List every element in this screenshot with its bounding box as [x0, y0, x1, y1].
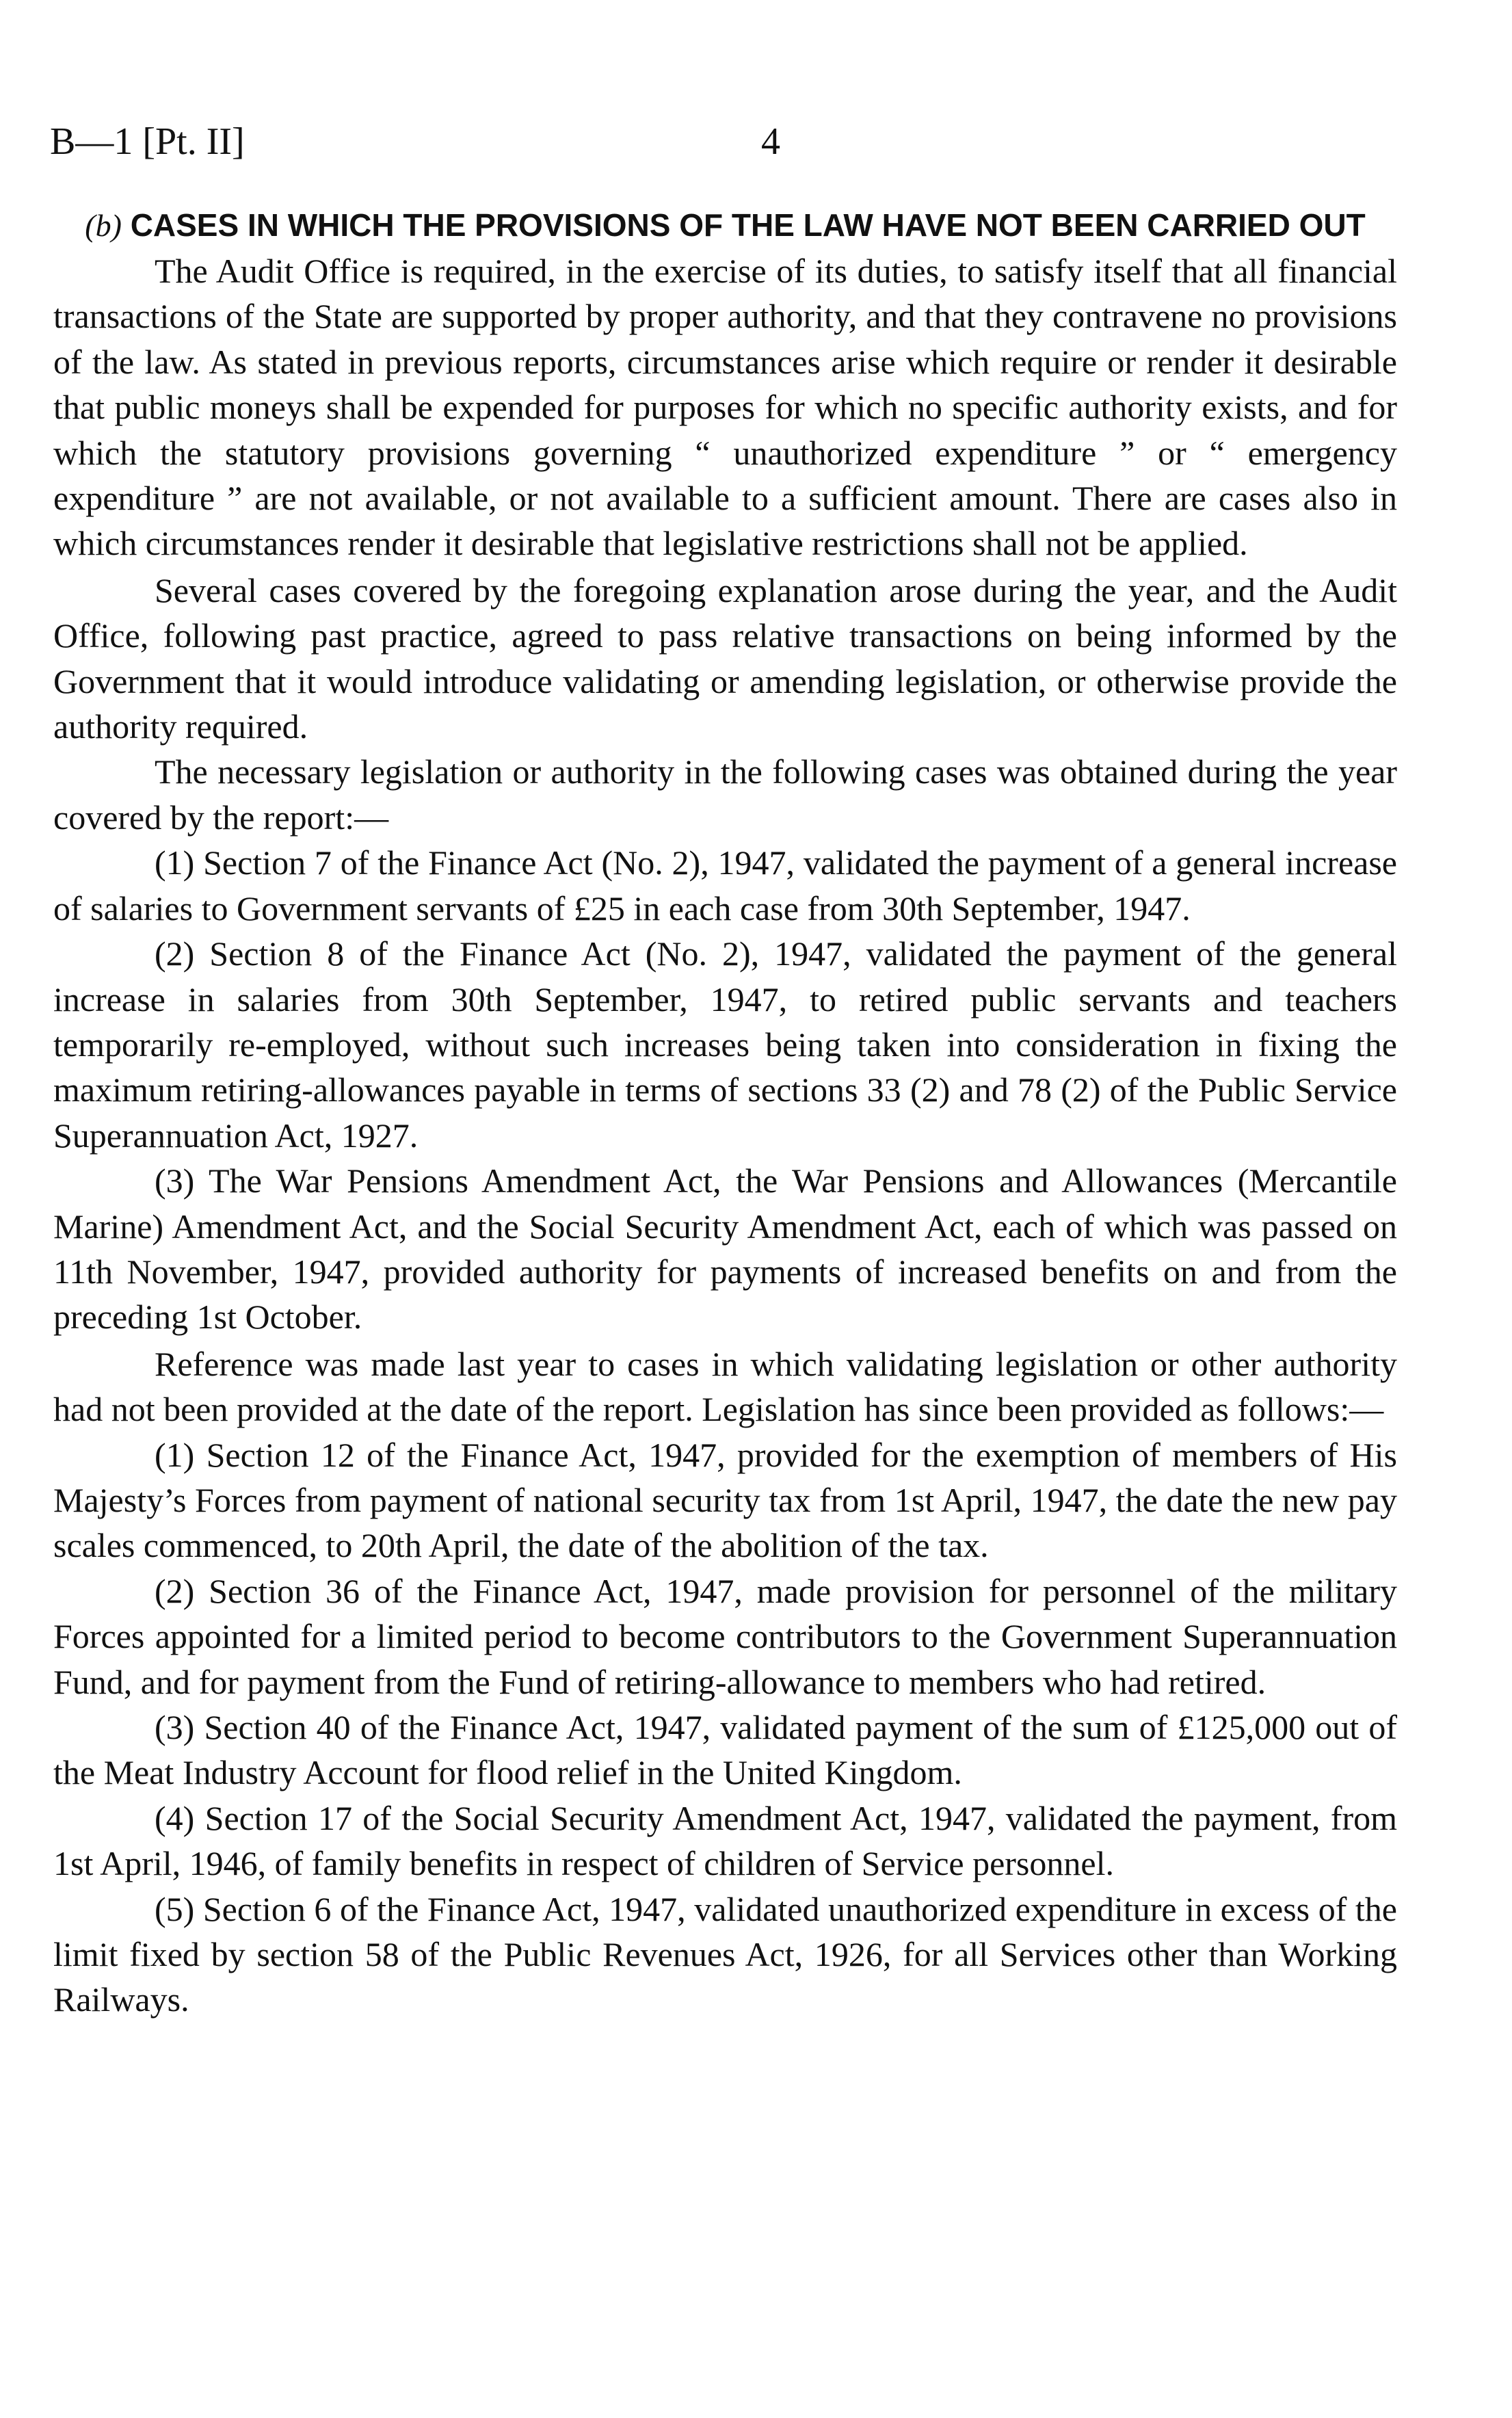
paragraph-cases-during-year: Several cases covered by the foregoing explanation arose during the year, and the Audit Office, following past practice, agreed to pass relative transactions on being informed by the Government that it would introduce validating or amending legislation, or otherwise provide the authority required.	[53, 570, 1397, 746]
list-item-since-provided-1: (1) Section 12 of the Finance Act, 1947, provided for the exemption of members of His Majesty’s Forces from payment of national security tax from 1st April, 1947, the date the new pay scales commenced, to 20th April, the date of the abolition of the tax.	[53, 1435, 1397, 1565]
list-item-obtained-1: (1) Section 7 of the Finance Act (No. 2), 1947, validated the payment of a general increase of salaries to Government servants of £25 in each case from 30th September, 1947.	[53, 843, 1397, 928]
page-content	[53, 205, 1397, 2023]
paragraph-reference-last-year: Reference was made last year to cases in which validating legislation or other authority had not been provided at the date of the report. Legislation has since been provided as follows:—	[53, 1344, 1397, 1429]
list-item-obtained-2: (2) Section 8 of the Finance Act (No. 2), 1947, validated the payment of the general increase in salaries from 30th September, 1947, to retired public servants and teachers temporarily re-employed, without such increases being taken into consideration in fixing the maximum retiring-allowances payable in terms of sections 33 (2) and 78 (2) of the Public Service Superannuation Act, 1927.	[53, 934, 1397, 1155]
page-number: 4	[761, 120, 780, 163]
list-item-since-provided-5: (5) Section 6 of the Finance Act, 1947, validated unauthorized expenditure in excess of the limit fixed by section 58 of the Public Revenues Act, 1926, for all Services other than Working Railways.	[53, 1889, 1397, 2019]
list-item-obtained-3: (3) The War Pensions Amendment Act, the War Pensions and Allowances (Mercantile Marine) Amendment Act, and the Social Security Amendment Act, each of which was passed on 11th November, 1947, provided authority for payments of increased benefits on and from the preceding 1st October.	[53, 1161, 1397, 1337]
section-mark: (b)	[85, 208, 122, 243]
paragraph-audit-duties: The Audit Office is required, in the exercise of its duties, to satisfy itself that all financial transactions of the State are supported by proper authority, and that they contravene no provisions of the law. As stated in previous reports, circumstances arise which require or render it desirable that public moneys shall be expended for purposes for which no specific authority exists, and for which the statutory provisions governing “ unauthorized expenditure ” or “ emergency expenditure ” are not available, or not available to a sufficient amount. There are cases also in which circumstances render it desirable that legislative restrictions shall not be applied.	[53, 252, 1397, 563]
list-item-since-provided-2: (2) Section 36 of the Finance Act, 1947, made provision for personnel of the military Forces appointed for a limited period to become contributors to the Government Superannuation Fund, and for payment from the Fund of retiring-allowance to members who had retired.	[53, 1571, 1397, 1701]
list-item-since-provided-4: (4) Section 17 of the Social Security Amendment Act, 1947, validated the payment, from 1st April, 1946, of family benefits in respect of children of Service personnel.	[53, 1798, 1397, 1883]
paragraph-legislation-obtained: The necessary legislation or authority in the following cases was obtained during the year covered by the report:—	[53, 752, 1397, 837]
list-item-since-provided-3: (3) Section 40 of the Finance Act, 1947, validated payment of the sum of £125,000 out of the Meat Industry Account for flood relief in the United Kingdom.	[53, 1708, 1397, 1792]
section-heading	[53, 205, 1397, 246]
report-reference: B—1 [Pt. II]	[50, 120, 245, 163]
section-title: CASES IN WHICH THE PROVISIONS OF THE LAW HAVE NOT BEEN CARRIED OUT	[130, 207, 1366, 243]
page-header	[50, 118, 1418, 166]
